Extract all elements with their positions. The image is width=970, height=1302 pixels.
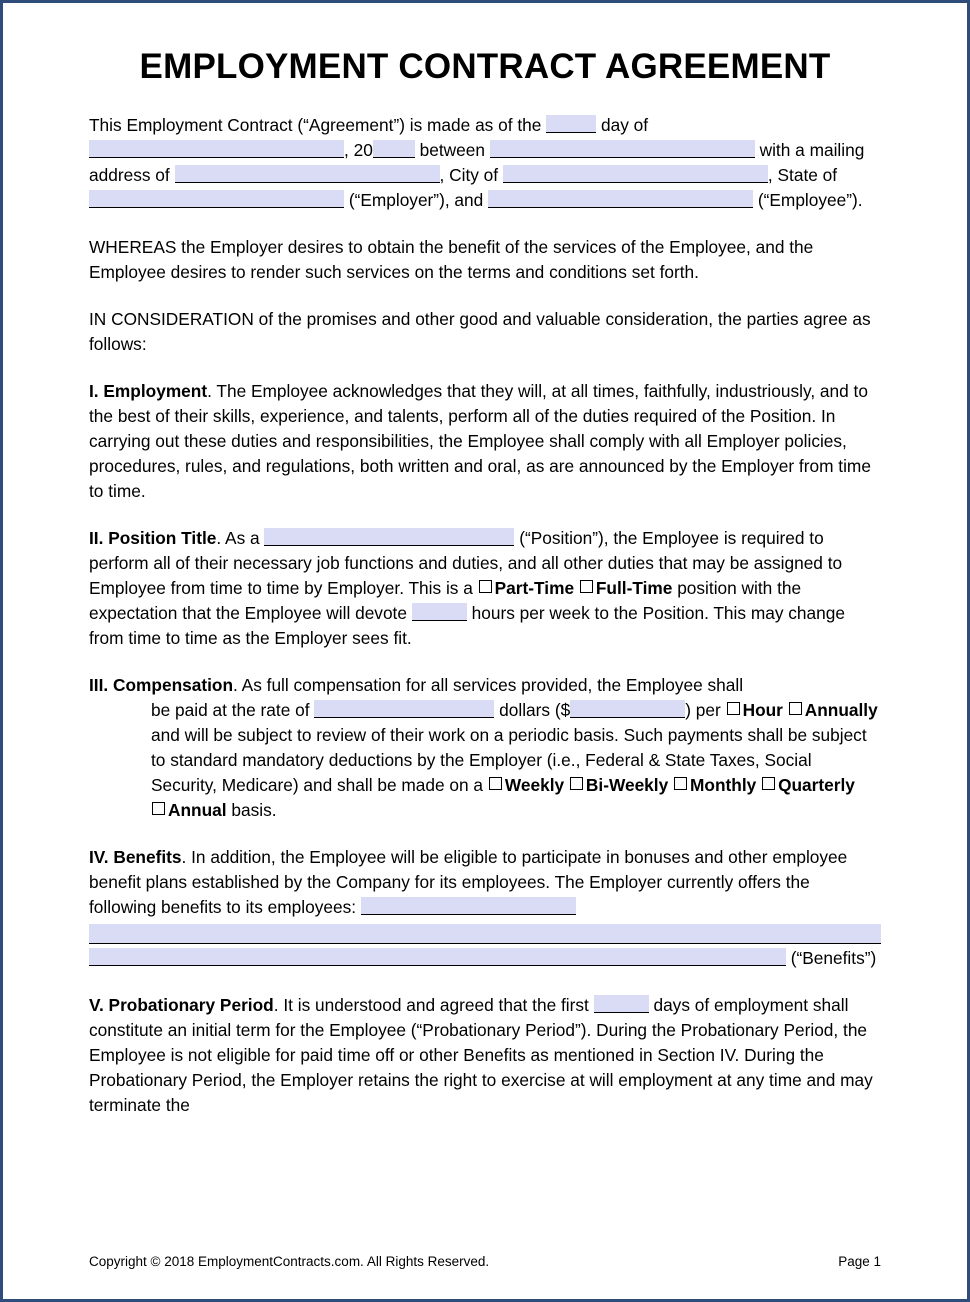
section-position-text-3: position with the expectation that the Employee will devote — [89, 578, 802, 623]
section-compensation-indent — [89, 698, 881, 823]
section-probation-text-2: days of employment shall constitute an initial term for the Employee (“Probationary Period”). During the Probationary Period, the Employee is not eligible for paid time off or other Benefits as mentioned in Section IV. During the Probationary Period, the Employer retains the right to exercise at will employment at any time and may terminate the — [89, 995, 873, 1115]
page-footer — [89, 1254, 881, 1269]
rate-numeric-field[interactable] — [570, 700, 685, 718]
rate-amount-field[interactable] — [314, 700, 494, 718]
label-annually: Annually — [804, 700, 878, 720]
footer-page-number: Page 1 — [838, 1254, 881, 1269]
section-compensation-text-2: be paid at the rate of — [151, 700, 310, 720]
benefits-field-line-2[interactable] — [89, 924, 881, 944]
intro-text-7: , City of — [439, 165, 499, 185]
section-employment-body: . The Employee acknowledges that they will, at all times, faithfully, industriously, and to the best of their skills, experience, and talents, perform all of the duties required of the Position. In carrying out these duties and responsibilities, the Employee shall comply with all Employer policies, procedures, rules, and regulations, both written and oral, as are announced by the Employer from time to time. — [89, 381, 871, 501]
intro-text-6: mailing address of — [89, 140, 865, 185]
section-position-heading: II. Position Title — [89, 528, 217, 548]
label-monthly: Monthly — [690, 775, 757, 795]
label-biweekly: Bi-Weekly — [585, 775, 669, 795]
section-compensation-heading: III. Compensation — [89, 675, 234, 695]
section-benefits-heading: IV. Benefits — [89, 847, 182, 867]
section-compensation — [89, 673, 881, 823]
employee-name-field[interactable] — [488, 190, 753, 208]
year-field[interactable] — [373, 140, 415, 158]
intro-text-4: between — [419, 140, 485, 160]
consideration-paragraph: IN CONSIDERATION of the promises and other good and valuable consideration, the parties agree as follows: — [89, 309, 871, 354]
label-part-time: Part-Time — [494, 578, 575, 598]
intro-paragraph — [89, 113, 881, 213]
section-probationary-period — [89, 993, 881, 1118]
checkbox-part-time[interactable] — [479, 580, 492, 593]
section-employment — [89, 379, 881, 504]
intro-text-10: (“Employer”), and — [348, 190, 484, 210]
section-position-text-2: (“Position”), the Employee is required to perform all of their necessary job functions and duties, and all other duties that may be assigned to Employee from time to time by Employer. This is a — [89, 528, 843, 598]
whereas-paragraph: WHEREAS the Employer desires to obtain the benefit of the services of the Employee, and the Employee desires to render such services on the terms and conditions set forth. — [89, 237, 814, 282]
checkbox-monthly[interactable] — [674, 777, 687, 790]
label-annual: Annual — [168, 800, 227, 820]
section-compensation-text-3: dollars ($ — [499, 700, 571, 720]
section-position-text-1: . As a — [216, 528, 260, 548]
intro-text-2: day of — [600, 115, 649, 135]
section-compensation-text-1: . As full compensation for all services provided, the Employee shall — [233, 675, 744, 695]
benefits-field-line-1[interactable] — [361, 897, 576, 915]
intro-text-5: with a — [759, 140, 805, 160]
label-weekly: Weekly — [504, 775, 565, 795]
city-field[interactable] — [503, 165, 768, 183]
intro-text-1: This Employment Contract (“Agreement”) is made as of the — [89, 115, 542, 135]
section-benefits — [89, 845, 881, 971]
checkbox-full-time[interactable] — [580, 580, 593, 593]
hours-per-week-field[interactable] — [412, 603, 467, 621]
intro-text-3: , 20 — [344, 140, 373, 160]
checkbox-annually[interactable] — [789, 702, 802, 715]
checkbox-quarterly[interactable] — [762, 777, 775, 790]
day-field[interactable] — [546, 115, 596, 133]
document-body — [45, 113, 925, 1118]
section-compensation-text-4: ) per — [685, 700, 721, 720]
section-compensation-text-5: and will be subject to review of their work on a periodic basis. Such payments shall be subject to standard mandatory deductions by the Employer (i.e., Federal & State Taxes, Social Security, Medicare) and shall be made on a — [151, 725, 867, 795]
label-hour: Hour — [742, 700, 783, 720]
section-probation-text-1: . It is understood and agreed that the first — [273, 995, 589, 1015]
page-title: EMPLOYMENT CONTRACT AGREEMENT — [139, 47, 831, 86]
section-benefits-text-1: . In addition, the Employee will be eligible to participate in bonuses and other employee benefit plans established by the Company for its employees. The Employer currently offers the following benefits to its employees: — [89, 847, 848, 917]
section-compensation-text-6: basis. — [231, 800, 277, 820]
checkbox-biweekly[interactable] — [570, 777, 583, 790]
checkbox-weekly[interactable] — [489, 777, 502, 790]
section-employment-heading: I. Employment — [89, 381, 208, 401]
benefits-field-line-3[interactable] — [89, 948, 786, 966]
month-field[interactable] — [89, 140, 344, 158]
label-full-time: Full-Time — [595, 578, 673, 598]
state-field[interactable] — [89, 190, 344, 208]
checkbox-hour[interactable] — [727, 702, 740, 715]
employer-name-field[interactable] — [490, 140, 755, 158]
probation-days-field[interactable] — [594, 995, 649, 1013]
section-benefits-text-2: (“Benefits”) — [790, 948, 877, 968]
section-probation-heading: V. Probationary Period — [89, 995, 274, 1015]
position-title-field[interactable] — [264, 528, 514, 546]
label-quarterly: Quarterly — [778, 775, 855, 795]
intro-text-9: State of — [777, 165, 838, 185]
mailing-address-field[interactable] — [175, 165, 440, 183]
section-position-text-4: hours per week to the Position. This may change from time to time as the Employer sees fit. — [89, 603, 845, 648]
intro-text-11: (“Employee”). — [757, 190, 863, 210]
checkbox-annual[interactable] — [152, 802, 165, 815]
footer-copyright: Copyright © 2018 EmploymentContracts.com. All Rights Reserved. — [89, 1254, 490, 1269]
intro-text-8: , — [767, 165, 773, 185]
section-position-title — [89, 526, 881, 651]
